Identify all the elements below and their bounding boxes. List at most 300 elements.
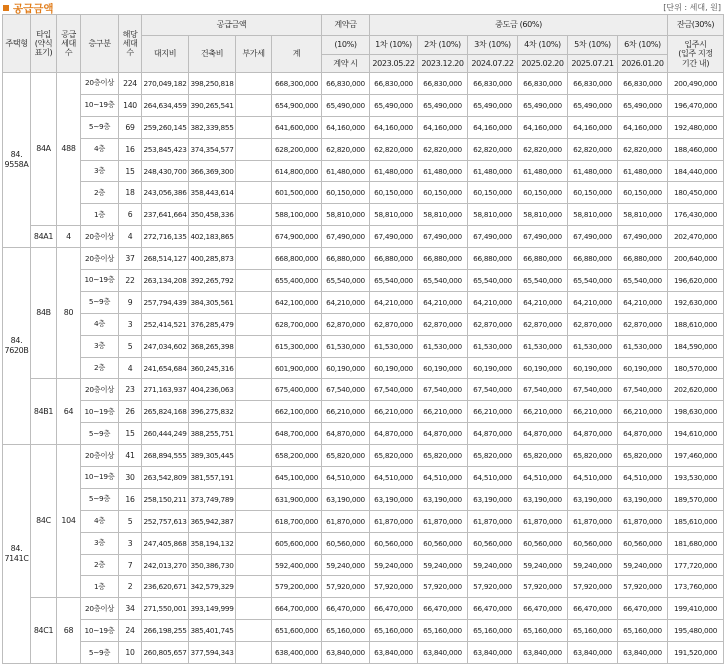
middle-payment-cell: 65,160,000 <box>418 620 468 642</box>
vat-cell <box>236 445 272 467</box>
floor-cell: 3층 <box>81 335 119 357</box>
balance-cell: 196,620,000 <box>668 270 724 292</box>
table-row <box>3 313 724 335</box>
floor-cell: 5~9층 <box>81 642 119 664</box>
middle-payment-cell: 66,830,000 <box>518 73 568 95</box>
header-applicable-units: 해당 세대 수 <box>119 15 142 73</box>
building-cost-cell: 373,749,789 <box>189 488 236 510</box>
land-cost-cell: 266,198,255 <box>142 620 189 642</box>
header-mid-date-1: 2023.05.22 <box>370 55 418 73</box>
floor-cell: 10~19층 <box>81 467 119 489</box>
header-supply-price: 공급금액 <box>142 15 322 36</box>
middle-payment-cell: 66,470,000 <box>370 598 418 620</box>
middle-payment-cell: 58,810,000 <box>618 204 668 226</box>
contract-cell: 64,870,000 <box>322 423 370 445</box>
total-cell: 628,200,000 <box>272 138 322 160</box>
middle-payment-cell: 63,190,000 <box>370 488 418 510</box>
middle-payment-cell: 64,210,000 <box>518 291 568 313</box>
floor-cell: 5~9층 <box>81 116 119 138</box>
middle-payment-cell: 67,540,000 <box>370 379 418 401</box>
middle-payment-cell: 67,490,000 <box>370 226 418 248</box>
total-cell: 592,400,000 <box>272 554 322 576</box>
floor-cell: 1층 <box>81 204 119 226</box>
land-cost-cell: 242,013,270 <box>142 554 189 576</box>
building-cost-cell: 358,443,614 <box>189 182 236 204</box>
type-cell: 84A <box>31 73 57 226</box>
floor-cell: 10~19층 <box>81 401 119 423</box>
total-cell: 668,300,000 <box>272 73 322 95</box>
count-cell: 41 <box>119 445 142 467</box>
contract-cell: 62,820,000 <box>322 138 370 160</box>
middle-payment-cell: 61,480,000 <box>568 160 618 182</box>
table-row <box>3 423 724 445</box>
housing-type-cell: 84. 9558A <box>3 73 31 248</box>
land-cost-cell: 263,134,208 <box>142 270 189 292</box>
count-cell: 37 <box>119 248 142 270</box>
middle-payment-cell: 62,820,000 <box>370 138 418 160</box>
land-cost-cell: 248,430,700 <box>142 160 189 182</box>
building-cost-cell: 368,265,398 <box>189 335 236 357</box>
land-cost-cell: 260,805,657 <box>142 642 189 664</box>
supply-units-cell: 104 <box>57 445 81 598</box>
table-row <box>3 248 724 270</box>
type-cell: 84C1 <box>31 598 57 664</box>
balance-cell: 180,570,000 <box>668 357 724 379</box>
header-building: 건축비 <box>189 36 236 73</box>
balance-cell: 202,470,000 <box>668 226 724 248</box>
middle-payment-cell: 64,210,000 <box>618 291 668 313</box>
count-cell: 6 <box>119 204 142 226</box>
middle-payment-cell: 65,820,000 <box>418 445 468 467</box>
table-row <box>3 642 724 664</box>
middle-payment-cell: 63,840,000 <box>568 642 618 664</box>
title-bar <box>0 0 725 14</box>
header-mid-6: 6차 (10%) <box>618 36 668 55</box>
balance-cell: 192,480,000 <box>668 116 724 138</box>
bullet-square-icon <box>3 5 9 11</box>
middle-payment-cell: 61,870,000 <box>568 510 618 532</box>
middle-payment-cell: 65,540,000 <box>468 270 518 292</box>
table-row <box>3 94 724 116</box>
vat-cell <box>236 357 272 379</box>
vat-cell <box>236 467 272 489</box>
middle-payment-cell: 63,190,000 <box>518 488 568 510</box>
total-cell: 641,600,000 <box>272 116 322 138</box>
count-cell: 16 <box>119 138 142 160</box>
middle-payment-cell: 66,880,000 <box>468 248 518 270</box>
count-cell: 15 <box>119 423 142 445</box>
balance-cell: 200,490,000 <box>668 73 724 95</box>
vat-cell <box>236 554 272 576</box>
balance-cell: 177,720,000 <box>668 554 724 576</box>
land-cost-cell: 241,654,684 <box>142 357 189 379</box>
table-row <box>3 510 724 532</box>
middle-payment-cell: 66,830,000 <box>568 73 618 95</box>
vat-cell <box>236 270 272 292</box>
count-cell: 69 <box>119 116 142 138</box>
middle-payment-cell: 64,160,000 <box>618 116 668 138</box>
middle-payment-cell: 67,540,000 <box>518 379 568 401</box>
balance-cell: 181,680,000 <box>668 532 724 554</box>
balance-cell: 194,610,000 <box>668 423 724 445</box>
building-cost-cell: 350,458,336 <box>189 204 236 226</box>
table-row <box>3 598 724 620</box>
balance-cell: 196,470,000 <box>668 94 724 116</box>
vat-cell <box>236 510 272 532</box>
vat-cell <box>236 313 272 335</box>
count-cell: 9 <box>119 291 142 313</box>
middle-payment-cell: 60,150,000 <box>468 182 518 204</box>
total-cell: 658,200,000 <box>272 445 322 467</box>
count-cell: 7 <box>119 554 142 576</box>
floor-cell: 20층이상 <box>81 445 119 467</box>
header-vat: 부가세 <box>236 36 272 73</box>
middle-payment-cell: 65,160,000 <box>568 620 618 642</box>
floor-cell: 10~19층 <box>81 620 119 642</box>
middle-payment-cell: 60,190,000 <box>468 357 518 379</box>
middle-payment-cell: 66,470,000 <box>418 598 468 620</box>
table-row <box>3 138 724 160</box>
floor-cell: 1층 <box>81 576 119 598</box>
middle-payment-cell: 65,540,000 <box>370 270 418 292</box>
middle-payment-cell: 62,870,000 <box>468 313 518 335</box>
total-cell: 664,700,000 <box>272 598 322 620</box>
middle-payment-cell: 60,560,000 <box>468 532 518 554</box>
middle-payment-cell: 65,540,000 <box>568 270 618 292</box>
vat-cell <box>236 291 272 313</box>
middle-payment-cell: 66,830,000 <box>418 73 468 95</box>
building-cost-cell: 350,386,730 <box>189 554 236 576</box>
middle-payment-cell: 65,160,000 <box>468 620 518 642</box>
balance-cell: 180,450,000 <box>668 182 724 204</box>
middle-payment-cell: 62,870,000 <box>370 313 418 335</box>
middle-payment-cell: 57,920,000 <box>568 576 618 598</box>
middle-payment-cell: 63,840,000 <box>618 642 668 664</box>
table-row <box>3 182 724 204</box>
total-cell: 655,400,000 <box>272 270 322 292</box>
land-cost-cell: 264,634,459 <box>142 94 189 116</box>
middle-payment-cell: 67,540,000 <box>568 379 618 401</box>
table-row <box>3 116 724 138</box>
contract-cell: 66,210,000 <box>322 401 370 423</box>
middle-payment-cell: 61,480,000 <box>370 160 418 182</box>
middle-payment-cell: 64,160,000 <box>468 116 518 138</box>
middle-payment-cell: 60,560,000 <box>518 532 568 554</box>
vat-cell <box>236 532 272 554</box>
middle-payment-cell: 57,920,000 <box>468 576 518 598</box>
land-cost-cell: 236,620,671 <box>142 576 189 598</box>
contract-cell: 61,870,000 <box>322 510 370 532</box>
middle-payment-cell: 62,820,000 <box>568 138 618 160</box>
count-cell: 16 <box>119 488 142 510</box>
total-cell: 668,800,000 <box>272 248 322 270</box>
middle-payment-cell: 66,470,000 <box>468 598 518 620</box>
middle-payment-cell: 59,240,000 <box>468 554 518 576</box>
middle-payment-cell: 65,820,000 <box>568 445 618 467</box>
middle-payment-cell: 65,540,000 <box>518 270 568 292</box>
header-mid-date-5: 2025.07.21 <box>568 55 618 73</box>
building-cost-cell: 385,401,745 <box>189 620 236 642</box>
middle-payment-cell: 61,870,000 <box>418 510 468 532</box>
header-floor: 층구분 <box>81 15 119 73</box>
middle-payment-cell: 65,490,000 <box>618 94 668 116</box>
middle-payment-cell: 64,510,000 <box>618 467 668 489</box>
middle-payment-cell: 64,210,000 <box>568 291 618 313</box>
header-contract-pct: (10%) <box>322 36 370 55</box>
total-cell: 645,100,000 <box>272 467 322 489</box>
middle-payment-cell: 62,820,000 <box>618 138 668 160</box>
land-cost-cell: 263,542,809 <box>142 467 189 489</box>
contract-cell: 58,810,000 <box>322 204 370 226</box>
table-row <box>3 620 724 642</box>
floor-cell: 10~19층 <box>81 94 119 116</box>
building-cost-cell: 384,305,561 <box>189 291 236 313</box>
contract-cell: 66,830,000 <box>322 73 370 95</box>
balance-cell: 185,610,000 <box>668 510 724 532</box>
middle-payment-cell: 61,870,000 <box>618 510 668 532</box>
balance-cell: 199,410,000 <box>668 598 724 620</box>
building-cost-cell: 390,265,541 <box>189 94 236 116</box>
land-cost-cell: 252,414,521 <box>142 313 189 335</box>
supply-units-cell: 488 <box>57 73 81 226</box>
middle-payment-cell: 63,840,000 <box>468 642 518 664</box>
contract-cell: 60,190,000 <box>322 357 370 379</box>
middle-payment-cell: 59,240,000 <box>370 554 418 576</box>
header-supply-units: 공급 세대 수 <box>57 15 81 73</box>
balance-cell: 198,630,000 <box>668 401 724 423</box>
land-cost-cell: 247,405,868 <box>142 532 189 554</box>
header-mid-date-4: 2025.02.20 <box>518 55 568 73</box>
building-cost-cell: 393,149,999 <box>189 598 236 620</box>
middle-payment-cell: 62,870,000 <box>518 313 568 335</box>
count-cell: 18 <box>119 182 142 204</box>
count-cell: 4 <box>119 357 142 379</box>
table-row <box>3 576 724 598</box>
vat-cell <box>236 620 272 642</box>
middle-payment-cell: 63,840,000 <box>518 642 568 664</box>
balance-cell: 176,430,000 <box>668 204 724 226</box>
count-cell: 23 <box>119 379 142 401</box>
middle-payment-cell: 65,490,000 <box>568 94 618 116</box>
floor-cell: 10~19층 <box>81 270 119 292</box>
count-cell: 10 <box>119 642 142 664</box>
middle-payment-cell: 66,880,000 <box>370 248 418 270</box>
middle-payment-cell: 67,490,000 <box>618 226 668 248</box>
middle-payment-cell: 65,820,000 <box>518 445 568 467</box>
total-cell: 615,300,000 <box>272 335 322 357</box>
supply-units-cell: 80 <box>57 248 81 379</box>
middle-payment-cell: 63,840,000 <box>370 642 418 664</box>
balance-cell: 202,620,000 <box>668 379 724 401</box>
total-cell: 648,700,000 <box>272 423 322 445</box>
middle-payment-cell: 66,880,000 <box>418 248 468 270</box>
header-mid-date-6: 2026.01.20 <box>618 55 668 73</box>
header-total: 계 <box>272 36 322 73</box>
table-row <box>3 73 724 95</box>
vat-cell <box>236 598 272 620</box>
middle-payment-cell: 64,510,000 <box>568 467 618 489</box>
middle-payment-cell: 60,560,000 <box>618 532 668 554</box>
middle-payment-cell: 67,490,000 <box>518 226 568 248</box>
count-cell: 3 <box>119 532 142 554</box>
vat-cell <box>236 160 272 182</box>
floor-cell: 2층 <box>81 357 119 379</box>
middle-payment-cell: 62,820,000 <box>418 138 468 160</box>
building-cost-cell: 388,255,751 <box>189 423 236 445</box>
table-row <box>3 226 724 248</box>
middle-payment-cell: 60,190,000 <box>618 357 668 379</box>
contract-cell: 66,880,000 <box>322 248 370 270</box>
middle-payment-cell: 64,210,000 <box>418 291 468 313</box>
total-cell: 601,900,000 <box>272 357 322 379</box>
middle-payment-cell: 61,530,000 <box>518 335 568 357</box>
floor-cell: 4층 <box>81 313 119 335</box>
balance-cell: 173,760,000 <box>668 576 724 598</box>
total-cell: 642,100,000 <box>272 291 322 313</box>
middle-payment-cell: 59,240,000 <box>418 554 468 576</box>
middle-payment-cell: 60,190,000 <box>568 357 618 379</box>
total-cell: 651,600,000 <box>272 620 322 642</box>
middle-payment-cell: 67,540,000 <box>618 379 668 401</box>
table-row <box>3 445 724 467</box>
balance-cell: 189,570,000 <box>668 488 724 510</box>
middle-payment-cell: 57,920,000 <box>370 576 418 598</box>
building-cost-cell: 396,275,832 <box>189 401 236 423</box>
building-cost-cell: 342,579,329 <box>189 576 236 598</box>
table-body <box>3 73 724 664</box>
header-mid-1: 1차 (10%) <box>370 36 418 55</box>
balance-cell: 188,460,000 <box>668 138 724 160</box>
building-cost-cell: 398,250,818 <box>189 73 236 95</box>
header-contract-time: 계약 시 <box>322 55 370 73</box>
header-contract: 계약금 <box>322 15 370 36</box>
middle-payment-cell: 64,160,000 <box>518 116 568 138</box>
contract-cell: 65,160,000 <box>322 620 370 642</box>
middle-payment-cell: 58,810,000 <box>370 204 418 226</box>
building-cost-cell: 377,594,343 <box>189 642 236 664</box>
middle-payment-cell: 61,480,000 <box>518 160 568 182</box>
middle-payment-cell: 62,820,000 <box>468 138 518 160</box>
middle-payment-cell: 63,190,000 <box>568 488 618 510</box>
balance-cell: 188,610,000 <box>668 313 724 335</box>
header-type: 타입 (약식 표기) <box>31 15 57 73</box>
middle-payment-cell: 60,190,000 <box>418 357 468 379</box>
middle-payment-cell: 63,190,000 <box>618 488 668 510</box>
middle-payment-cell: 61,530,000 <box>618 335 668 357</box>
middle-payment-cell: 64,870,000 <box>468 423 518 445</box>
total-cell: 588,100,000 <box>272 204 322 226</box>
middle-payment-cell: 60,150,000 <box>568 182 618 204</box>
contract-cell: 63,190,000 <box>322 488 370 510</box>
vat-cell <box>236 73 272 95</box>
count-cell: 4 <box>119 226 142 248</box>
middle-payment-cell: 65,490,000 <box>370 94 418 116</box>
contract-cell: 67,540,000 <box>322 379 370 401</box>
middle-payment-cell: 63,190,000 <box>418 488 468 510</box>
building-cost-cell: 366,369,300 <box>189 160 236 182</box>
middle-payment-cell: 65,160,000 <box>618 620 668 642</box>
middle-payment-cell: 67,490,000 <box>418 226 468 248</box>
middle-payment-cell: 57,920,000 <box>618 576 668 598</box>
middle-payment-cell: 57,920,000 <box>518 576 568 598</box>
middle-payment-cell: 61,530,000 <box>370 335 418 357</box>
middle-payment-cell: 61,530,000 <box>418 335 468 357</box>
table-row <box>3 379 724 401</box>
middle-payment-cell: 59,240,000 <box>568 554 618 576</box>
floor-cell: 4층 <box>81 138 119 160</box>
contract-cell: 64,510,000 <box>322 467 370 489</box>
middle-payment-cell: 64,210,000 <box>468 291 518 313</box>
middle-payment-cell: 65,490,000 <box>418 94 468 116</box>
type-cell: 84A1 <box>31 226 57 248</box>
middle-payment-cell: 61,480,000 <box>618 160 668 182</box>
vat-cell <box>236 379 272 401</box>
table-header <box>3 15 724 73</box>
contract-cell: 65,540,000 <box>322 270 370 292</box>
middle-payment-cell: 61,530,000 <box>468 335 518 357</box>
balance-cell: 184,590,000 <box>668 335 724 357</box>
count-cell: 2 <box>119 576 142 598</box>
middle-payment-cell: 60,190,000 <box>370 357 418 379</box>
middle-payment-cell: 61,870,000 <box>370 510 418 532</box>
building-cost-cell: 404,236,063 <box>189 379 236 401</box>
middle-payment-cell: 60,560,000 <box>370 532 418 554</box>
type-cell: 84C <box>31 445 57 598</box>
middle-payment-cell: 67,540,000 <box>418 379 468 401</box>
land-cost-cell: 252,757,613 <box>142 510 189 532</box>
contract-cell: 64,210,000 <box>322 291 370 313</box>
header-mid-date-3: 2024.07.22 <box>468 55 518 73</box>
middle-payment-cell: 66,830,000 <box>370 73 418 95</box>
middle-payment-cell: 62,870,000 <box>618 313 668 335</box>
table-row <box>3 335 724 357</box>
middle-payment-cell: 66,880,000 <box>518 248 568 270</box>
building-cost-cell: 376,285,479 <box>189 313 236 335</box>
land-cost-cell: 271,163,937 <box>142 379 189 401</box>
building-cost-cell: 365,942,387 <box>189 510 236 532</box>
vat-cell <box>236 401 272 423</box>
land-cost-cell: 259,260,145 <box>142 116 189 138</box>
middle-payment-cell: 67,540,000 <box>468 379 518 401</box>
contract-cell: 65,820,000 <box>322 445 370 467</box>
middle-payment-cell: 66,210,000 <box>370 401 418 423</box>
count-cell: 26 <box>119 401 142 423</box>
total-cell: 579,200,000 <box>272 576 322 598</box>
contract-cell: 57,920,000 <box>322 576 370 598</box>
building-cost-cell: 360,245,316 <box>189 357 236 379</box>
middle-payment-cell: 67,490,000 <box>468 226 518 248</box>
building-cost-cell: 392,265,792 <box>189 270 236 292</box>
total-cell: 618,700,000 <box>272 510 322 532</box>
count-cell: 224 <box>119 73 142 95</box>
floor-cell: 3층 <box>81 532 119 554</box>
contract-cell: 62,870,000 <box>322 313 370 335</box>
total-cell: 638,400,000 <box>272 642 322 664</box>
table-row <box>3 204 724 226</box>
middle-payment-cell: 65,160,000 <box>370 620 418 642</box>
middle-payment-cell: 66,210,000 <box>418 401 468 423</box>
supply-price-table <box>2 14 724 664</box>
unit-note: [단위 : 세대, 원] <box>663 3 721 12</box>
middle-payment-cell: 62,870,000 <box>418 313 468 335</box>
header-housing-type: 주택형 <box>3 15 31 73</box>
middle-payment-cell: 66,880,000 <box>568 248 618 270</box>
middle-payment-cell: 59,240,000 <box>518 554 568 576</box>
header-mid-5: 5차 (10%) <box>568 36 618 55</box>
floor-cell: 5~9층 <box>81 423 119 445</box>
middle-payment-cell: 65,160,000 <box>518 620 568 642</box>
contract-cell: 63,840,000 <box>322 642 370 664</box>
